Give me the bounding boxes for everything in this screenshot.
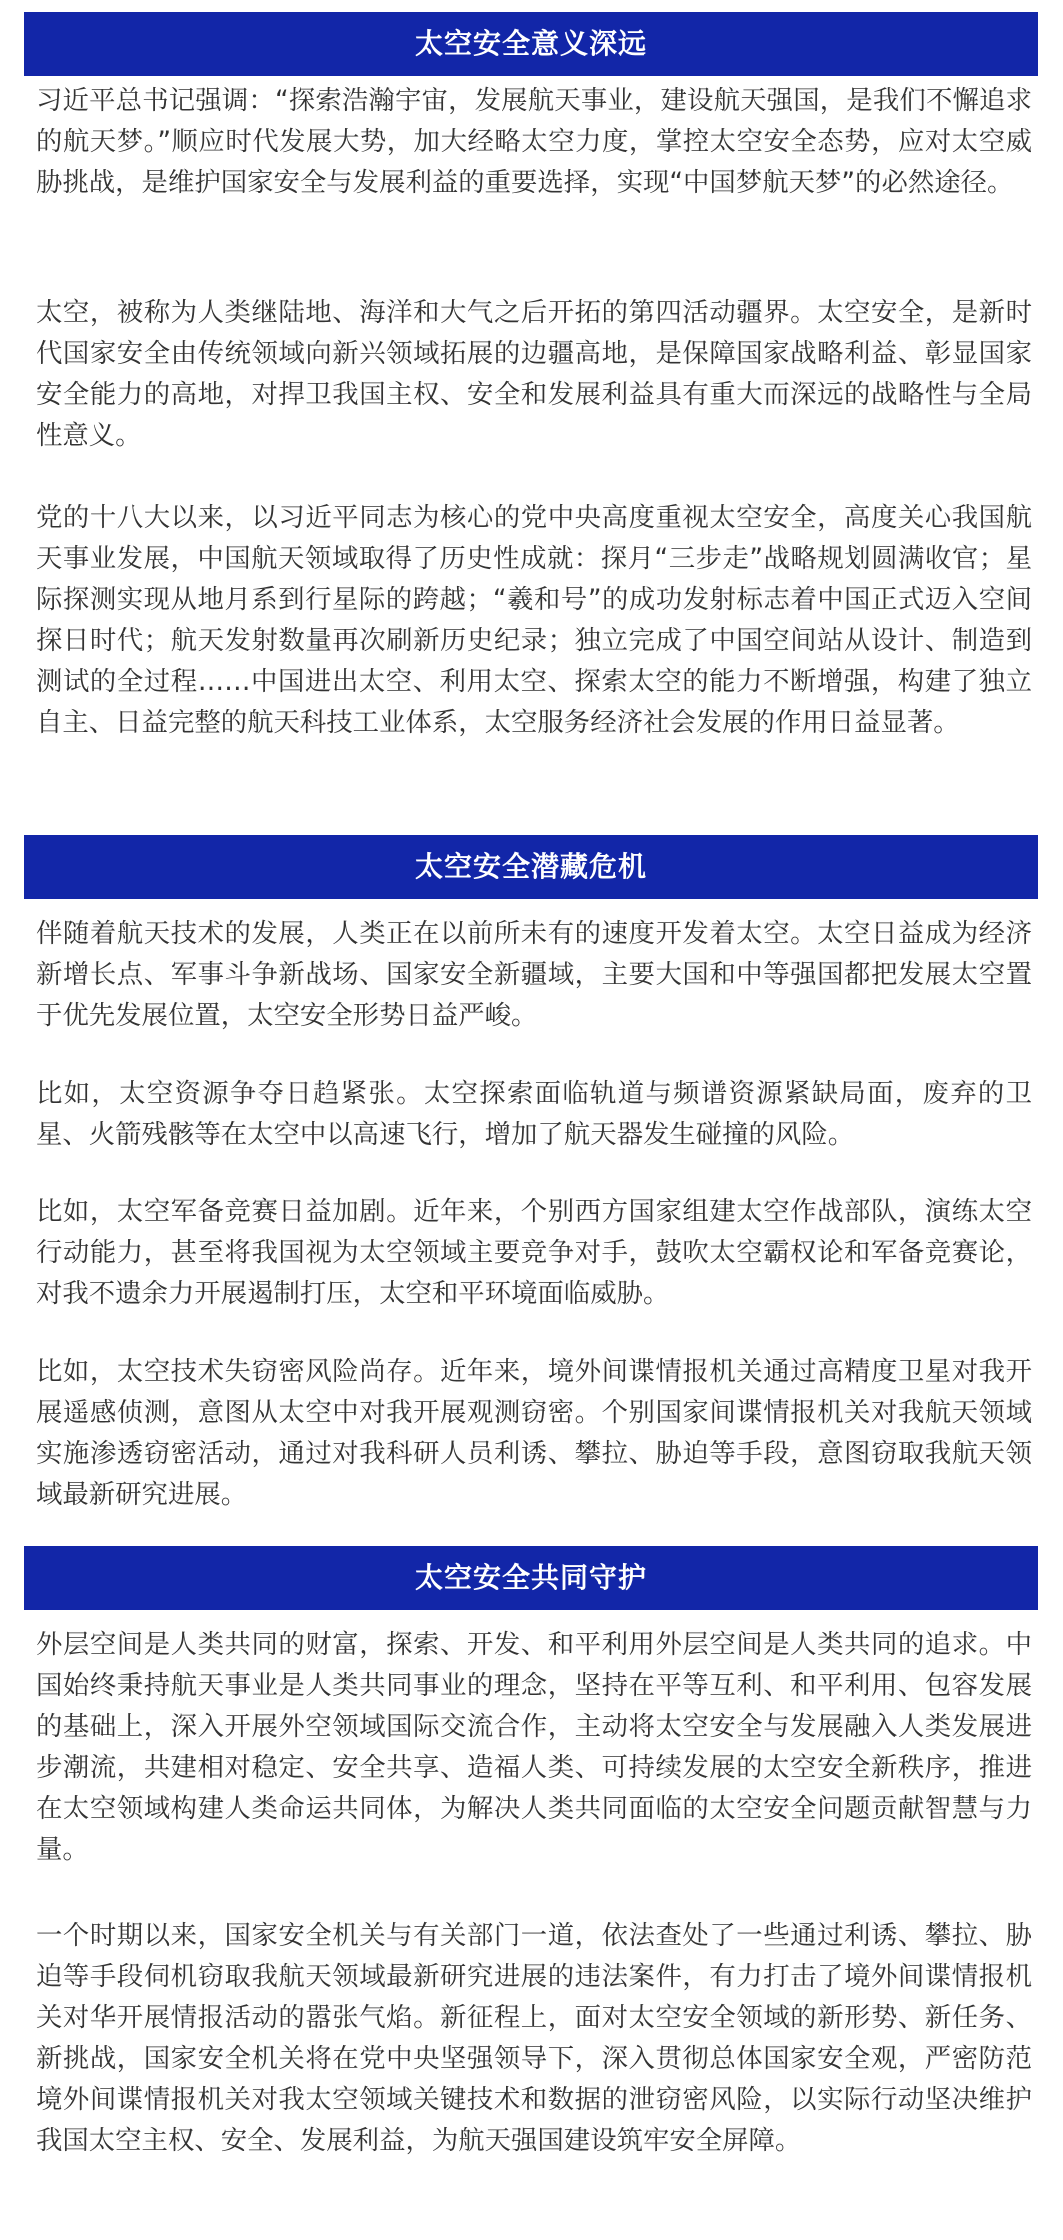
- section-heading-significance: 太空安全意义深远: [24, 12, 1038, 76]
- paragraph-2: 太空，被称为人类继陆地、海洋和大气之后开拓的第四活动疆界。太空安全，是新时代国家安全由传统领域向新兴领域拓展的边疆高地，是保障国家战略利益、彰显国家安全能力的高地，对捍卫我国主权、安全和发展利益具有重大而深远的战略性与全局性意义。: [36, 297, 1032, 451]
- paragraph-4: 伴随着航天技术的发展，人类正在以前所未有的速度开发着太空。太空日益成为经济新增长点、军事斗争新战场、国家安全新疆域，主要大国和中等强国都把发展太空置于优先发展位置，太空安全形势日益严峻。: [36, 918, 1032, 1031]
- section-heading-hidden-crisis: 太空安全潜藏危机: [24, 835, 1038, 899]
- paragraph-9: 一个时期以来，国家安全机关与有关部门一道，依法查处了一些通过利诱、攀拉、胁迫等手段伺机窃取我航天领域最新研究进展的违法案件，有力打击了境外间谍情报机关对华开展情报活动的嚣张气焰。新征程上，面对太空安全领域的新形势、新任务、新挑战，国家安全机关将在党中央坚强领导下，深入贯彻总体国家安全观，严密防范境外间谍情报机关对我太空领域关键技术和数据的泄窃密风险，以实际行动坚决维护我国太空主权、安全、发展利益，为航天强国建设筑牢安全屏障。: [36, 1920, 1032, 2156]
- paragraph-3: 党的十八大以来，以习近平同志为核心的党中央高度重视太空安全，高度关心我国航天事业发展，中国航天领域取得了历史性成就：探月“三步走”战略规划圆满收官；星际探测实现从地月系到行星际的跨越；“羲和号”的成功发射标志着中国正式迈入空间探日时代；航天发射数量再次刷新历史纪录；独立完成了中国空间站从设计、制造到测试的全过程……中国进出太空、利用太空、探索太空的能力不断增强，构建了独立自主、日益完整的航天科技工业体系，太空服务经济社会发展的作用日益显著。: [36, 502, 1032, 738]
- paragraph-8: 外层空间是人类共同的财富，探索、开发、和平利用外层空间是人类共同的追求。中国始终秉持航天事业是人类共同事业的理念，坚持在平等互利、和平利用、包容发展的基础上，深入开展外空领域国际交流合作，主动将太空安全与发展融入人类发展进步潮流，共建相对稳定、安全共享、造福人类、可持续发展的太空安全新秩序，推进在太空领域构建人类命运共同体，为解决人类共同面临的太空安全问题贡献智慧与力量。: [36, 1629, 1032, 1865]
- paragraph-5: 比如，太空资源争夺日趋紧张。太空探索面临轨道与频谱资源紧缺局面，废弃的卫星、火箭残骸等在太空中以高速飞行，增加了航天器发生碰撞的风险。: [36, 1078, 1032, 1150]
- paragraph-7: 比如，太空技术失窃密风险尚存。近年来，境外间谍情报机关通过高精度卫星对我开展遥感侦测，意图从太空中对我开展观测窃密。个别国家间谍情报机关对我航天领域实施渗透窃密活动，通过对我科研人员利诱、攀拉、胁迫等手段，意图窃取我航天领域最新研究进展。: [36, 1356, 1032, 1510]
- section-heading-joint-protection: 太空安全共同守护: [24, 1546, 1038, 1610]
- paragraph-1: 习近平总书记强调：“探索浩瀚宇宙，发展航天事业，建设航天强国，是我们不懈追求的航天梦。”顺应时代发展大势，加大经略太空力度，掌控太空安全态势，应对太空威胁挑战，是维护国家安全与发展利益的重要选择，实现“中国梦航天梦”的必然途径。: [36, 85, 1032, 198]
- paragraph-6: 比如，太空军备竞赛日益加剧。近年来，个别西方国家组建太空作战部队，演练太空行动能力，甚至将我国视为太空领域主要竞争对手，鼓吹太空霸权论和军备竞赛论，对我不遗余力开展遏制打压，太空和平环境面临威胁。: [36, 1196, 1032, 1309]
